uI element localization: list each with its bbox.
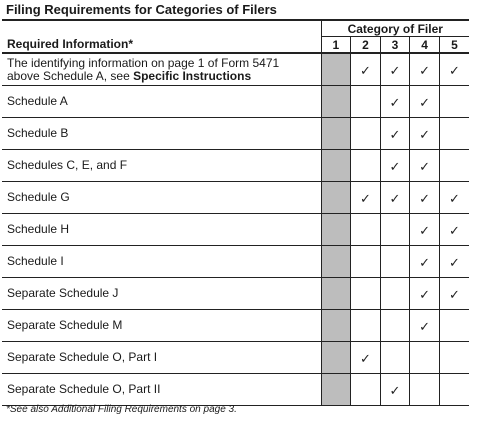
checkmark-icon: ✓ xyxy=(359,63,371,79)
checkmark-icon: ✓ xyxy=(419,63,431,79)
row-label: Separate Schedule M xyxy=(2,310,321,342)
table-row xyxy=(2,278,469,310)
checkmark-icon: ✓ xyxy=(389,95,401,111)
category-5-header: 5 xyxy=(439,37,469,54)
category-cell xyxy=(439,182,469,214)
category-cell xyxy=(439,246,469,278)
category-cell xyxy=(410,182,440,214)
row-label-line2-prefix: above Schedule A, see xyxy=(7,68,134,83)
checkmark-icon: ✓ xyxy=(419,223,431,239)
category-cell xyxy=(380,53,410,86)
category-cell xyxy=(351,310,381,342)
checkmark-icon: ✓ xyxy=(359,191,371,207)
category-2-header: 2 xyxy=(351,37,381,54)
category-1-shaded-cell xyxy=(321,374,351,406)
category-cell xyxy=(380,310,410,342)
table-row xyxy=(2,150,469,182)
category-1-shaded-cell xyxy=(321,150,351,182)
category-1-shaded-cell xyxy=(321,86,351,118)
category-cell xyxy=(439,118,469,150)
header-row-columns xyxy=(2,37,469,54)
category-of-filer-header: Category of Filer xyxy=(321,20,469,37)
category-cell xyxy=(351,278,381,310)
category-cell xyxy=(351,214,381,246)
category-cell xyxy=(351,374,381,406)
category-cell xyxy=(410,278,440,310)
checkmark-icon: ✓ xyxy=(448,255,460,271)
category-cell xyxy=(439,214,469,246)
checkmark-icon: ✓ xyxy=(389,127,401,143)
category-cell xyxy=(380,118,410,150)
table-row xyxy=(2,342,469,374)
category-cell xyxy=(410,150,440,182)
checkmark-icon: ✓ xyxy=(448,287,460,303)
category-cell xyxy=(380,374,410,406)
category-1-shaded-cell xyxy=(321,118,351,150)
checkmark-icon: ✓ xyxy=(389,63,401,79)
category-cell xyxy=(380,214,410,246)
category-cell xyxy=(351,118,381,150)
category-1-shaded-cell xyxy=(321,182,351,214)
row-label: Schedule A xyxy=(2,86,321,118)
category-cell xyxy=(351,342,381,374)
row-label: Schedule G xyxy=(2,182,321,214)
category-cell xyxy=(439,310,469,342)
category-cell xyxy=(410,214,440,246)
row-label: Separate Schedule O, Part II xyxy=(2,374,321,406)
category-1-shaded-cell xyxy=(321,278,351,310)
category-cell xyxy=(410,86,440,118)
row-label xyxy=(2,53,321,86)
category-cell xyxy=(380,150,410,182)
category-cell xyxy=(351,182,381,214)
table-row xyxy=(2,86,469,118)
checkmark-icon: ✓ xyxy=(419,319,431,335)
row-label: Schedule H xyxy=(2,214,321,246)
category-1-shaded-cell xyxy=(321,342,351,374)
category-cell xyxy=(351,53,381,86)
specific-instructions-reference: Specific Instructions xyxy=(133,68,252,83)
category-1-header: 1 xyxy=(321,37,351,54)
table-row xyxy=(2,214,469,246)
category-cell xyxy=(351,246,381,278)
table-row xyxy=(2,374,469,406)
category-cell xyxy=(439,374,469,406)
category-cell xyxy=(410,53,440,86)
category-cell xyxy=(410,118,440,150)
category-cell xyxy=(351,86,381,118)
category-cell xyxy=(380,86,410,118)
checkmark-icon: ✓ xyxy=(448,191,460,207)
category-cell xyxy=(380,182,410,214)
row-label-line1: The identifying information on page 1 of Form 5471 xyxy=(7,55,280,70)
checkmark-icon: ✓ xyxy=(419,159,431,175)
checkmark-icon: ✓ xyxy=(419,191,431,207)
required-information-header: Required Information* xyxy=(2,37,321,54)
footnote: *See also Additional Filing Requirements on page 3. xyxy=(6,404,237,415)
category-1-shaded-cell xyxy=(321,310,351,342)
category-cell xyxy=(410,374,440,406)
category-cell xyxy=(380,342,410,374)
category-cell xyxy=(410,310,440,342)
category-cell xyxy=(439,86,469,118)
checkmark-icon: ✓ xyxy=(389,191,401,207)
checkmark-icon: ✓ xyxy=(389,383,401,399)
category-1-shaded-cell xyxy=(321,214,351,246)
category-1-shaded-cell xyxy=(321,246,351,278)
table-row xyxy=(2,53,469,86)
table-row xyxy=(2,182,469,214)
checkmark-icon: ✓ xyxy=(419,287,431,303)
row-label: Separate Schedule J xyxy=(2,278,321,310)
table-body xyxy=(2,53,469,406)
category-cell xyxy=(439,278,469,310)
row-label: Schedules C, E, and F xyxy=(2,150,321,182)
category-cell xyxy=(410,342,440,374)
category-cell xyxy=(439,53,469,86)
checkmark-icon: ✓ xyxy=(389,159,401,175)
category-cell xyxy=(410,246,440,278)
category-3-header: 3 xyxy=(380,37,410,54)
table-row xyxy=(2,246,469,278)
row-label: Schedule B xyxy=(2,118,321,150)
category-cell xyxy=(439,342,469,374)
category-cell xyxy=(380,246,410,278)
checkmark-icon: ✓ xyxy=(359,351,371,367)
checkmark-icon: ✓ xyxy=(448,63,460,79)
table-row xyxy=(2,118,469,150)
row-label: Separate Schedule O, Part I xyxy=(2,342,321,374)
category-cell xyxy=(439,150,469,182)
filing-requirements-table-wrapper xyxy=(2,19,469,402)
table-title: Filing Requirements for Categories of Filers xyxy=(6,2,277,17)
checkmark-icon: ✓ xyxy=(448,223,460,239)
table-row xyxy=(2,310,469,342)
category-cell xyxy=(351,150,381,182)
header-row-group xyxy=(2,20,469,37)
checkmark-icon: ✓ xyxy=(419,95,431,111)
checkmark-icon: ✓ xyxy=(419,255,431,271)
filing-requirements-table xyxy=(2,19,469,406)
checkmark-icon: ✓ xyxy=(419,127,431,143)
category-cell xyxy=(380,278,410,310)
row-label: Schedule I xyxy=(2,246,321,278)
category-1-shaded-cell xyxy=(321,53,351,86)
category-4-header: 4 xyxy=(410,37,440,54)
header-blank-cell xyxy=(2,20,321,37)
